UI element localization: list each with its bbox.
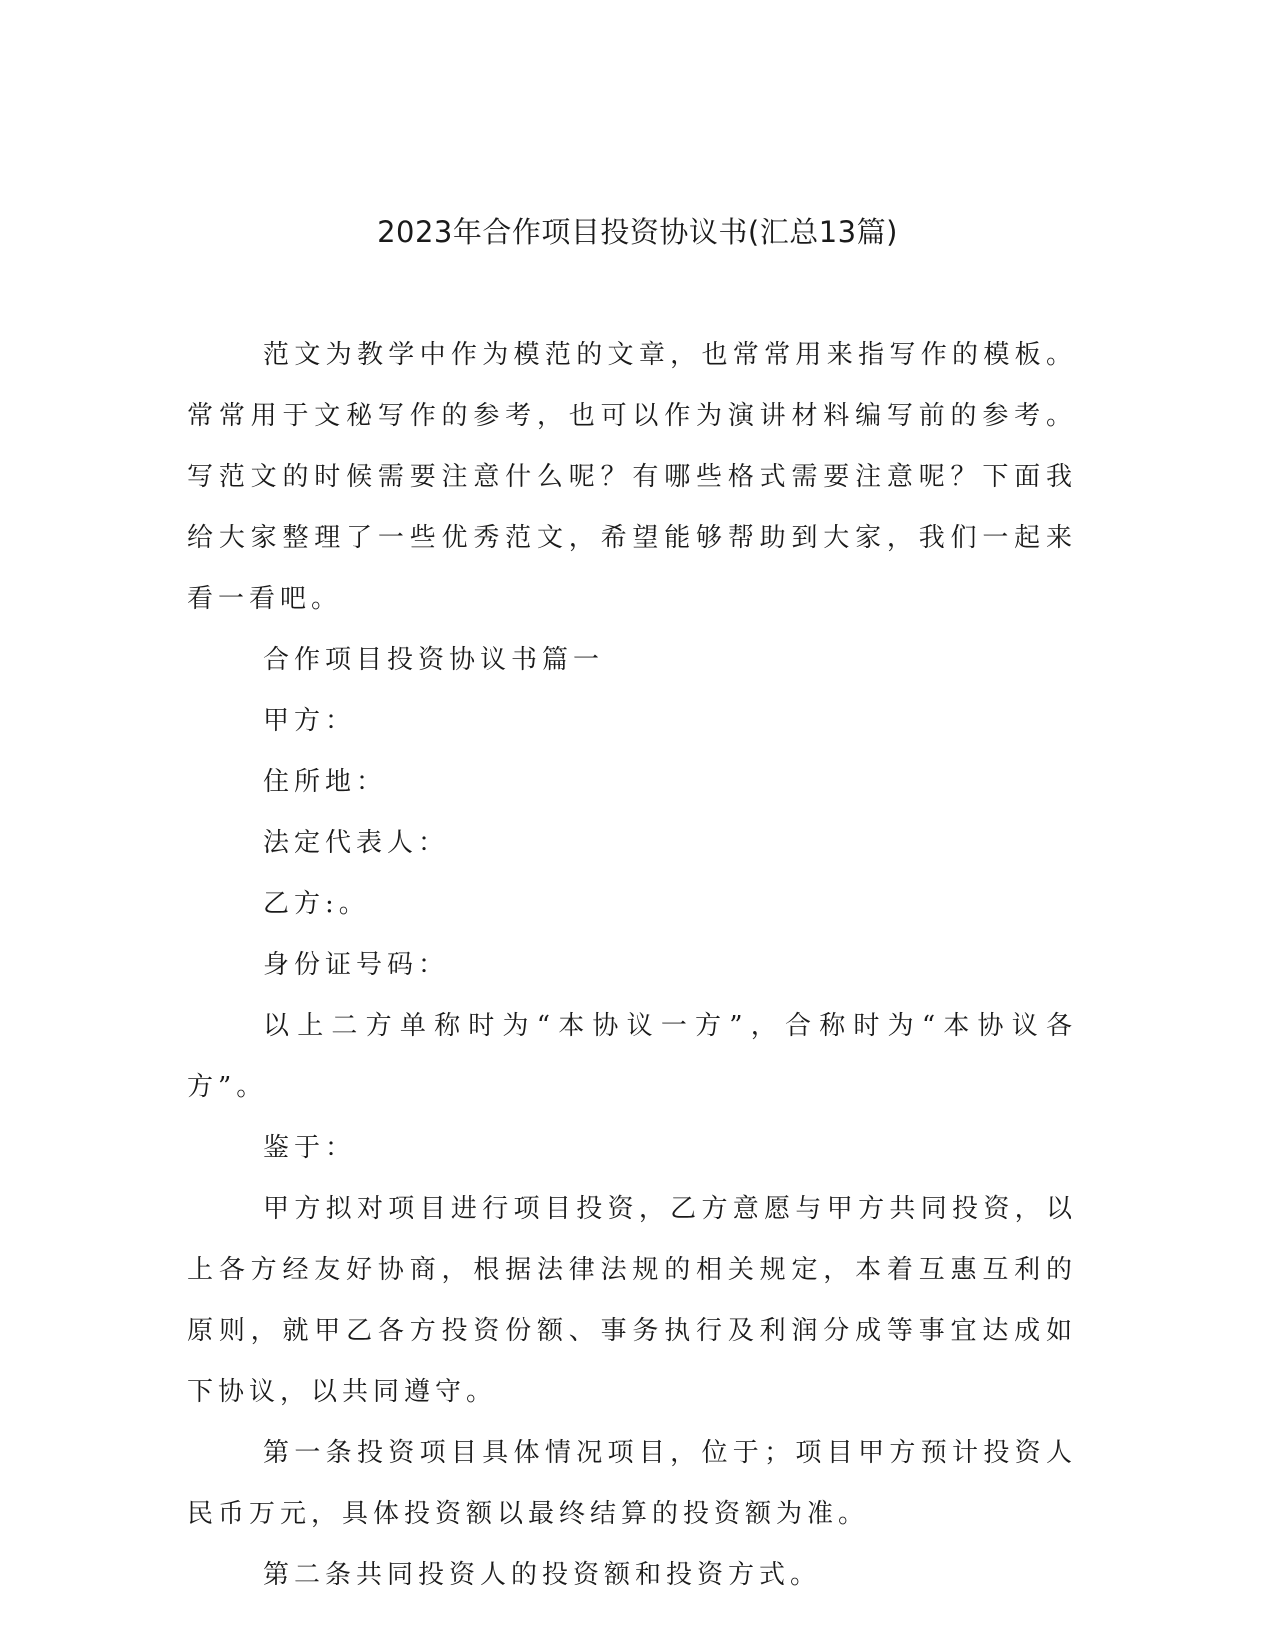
id-number-line: 身份证号码： bbox=[263, 950, 450, 980]
recital-paragraph: 甲方拟对项目进行项目投资，乙方意愿与甲方共同投资，以上各方经友好协商，根据法律法规的相关规定，本着互惠互利的原则，就甲乙各方投资份额、事务执行及利润分成等事宜达成如下协议，以共同遵守。 bbox=[187, 1194, 1077, 1407]
section-heading: 合作项目投资协议书篇一 bbox=[263, 645, 605, 675]
document-title: 2023年合作项目投资协议书(汇总13篇) bbox=[377, 215, 898, 249]
document-body bbox=[187, 325, 1077, 1606]
whereas-line: 鉴于： bbox=[263, 1133, 357, 1163]
article-two-paragraph: 第二条共同投资人的投资额和投资方式。 bbox=[263, 1560, 822, 1590]
article-one-paragraph: 第一条投资项目具体情况项目，位于；项目甲方预计投资人民币万元，具体投资额以最终结算的投资额为准。 bbox=[187, 1438, 1077, 1529]
party-a-line: 甲方： bbox=[263, 706, 357, 736]
intro-paragraph: 范文为教学中作为模范的文章，也常常用来指写作的模板。常常用于文秘写作的参考，也可以作为演讲材料编写前的参考。写范文的时候需要注意什么呢？有哪些格式需要注意呢？下面我给大家整理了一些优秀范文，希望能够帮助到大家，我们一起来看一看吧。 bbox=[187, 340, 1077, 614]
address-line: 住所地： bbox=[263, 767, 388, 797]
party-definition-paragraph: 以上二方单称时为“本协议一方”，合称时为“本协议各方”。 bbox=[187, 1011, 1077, 1102]
party-b-line: 乙方:。 bbox=[263, 889, 370, 919]
legal-representative-line: 法定代表人： bbox=[263, 828, 450, 858]
